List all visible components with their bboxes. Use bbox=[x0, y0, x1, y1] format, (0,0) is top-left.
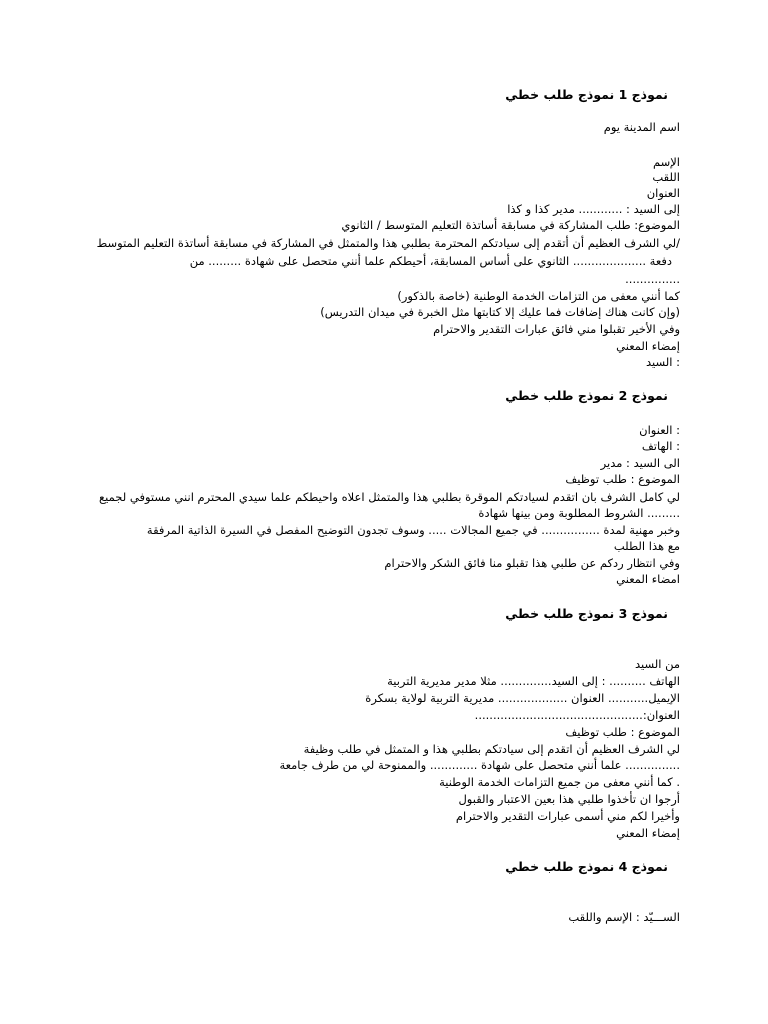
doc-line: الهاتف .......... : إلى السيد.............. مثلا مدير مديرية التربية bbox=[387, 674, 680, 688]
doc-line: اسم المدينة يوم bbox=[603, 120, 680, 134]
section-3-title: نموذج 3 نموذج طلب خطي bbox=[505, 606, 668, 621]
doc-line: دفعة .................... الثانوي على أساس المسابقة، أحيطكم علما أنني متحصل على شهادة ......... من bbox=[189, 254, 672, 268]
doc-line: إمضاء المعني bbox=[616, 826, 680, 840]
doc-line: ......... الشروط المطلوبة ومن بينها شهادة bbox=[478, 506, 680, 520]
section-2-title: نموذج 2 نموذج طلب خطي bbox=[505, 388, 668, 403]
doc-line: من السيد bbox=[634, 657, 680, 671]
doc-line: الموضوع : طلب توظيف bbox=[565, 472, 680, 486]
doc-line: العنوان:.............................................. bbox=[474, 708, 680, 722]
section-1-title: نموذج 1 نموذج طلب خطي bbox=[505, 87, 668, 102]
doc-line: اللقب bbox=[652, 170, 680, 184]
doc-line: لي الشرف العظيم أن اتقدم إلى سيادتكم بطلبي هذا و المتمثل في طلب وظيفة bbox=[303, 742, 680, 756]
doc-line: /لي الشرف العظيم أن أتقدم إلى سيادتكم المحترمة بطلبي هذا والمتمثل في المشاركة في مسابقة أساتذة التعليم المتوسط bbox=[96, 236, 680, 250]
doc-line: : العنوان bbox=[639, 423, 680, 437]
doc-line: أرجوا ان تأخذوا طلبي هذا بعين الاعتبار والقبول bbox=[458, 792, 680, 806]
doc-line: (وإن كانت هناك إضافات فما عليك إلا كتابتها مثل الخبرة في ميدان التدريس) bbox=[320, 305, 680, 319]
doc-line: إلى السيد : ............ مدير كذا و كذا bbox=[507, 202, 680, 216]
doc-line: العنوان bbox=[646, 186, 680, 200]
doc-line: الموضوع: طلب المشاركة في مسابقة أساتذة التعليم المتوسط / الثانوي bbox=[341, 218, 680, 232]
doc-line: الى السيد : مدير bbox=[600, 456, 680, 470]
doc-line: الســـيّد : الإسم واللقب bbox=[568, 910, 680, 924]
section-4-title: نموذج 4 نموذج طلب خطي bbox=[505, 859, 668, 874]
doc-line: وفي الأخير تقبلوا مني فائق عبارات التقدير والاحترام bbox=[433, 322, 680, 336]
doc-line: الإسم bbox=[652, 155, 680, 169]
doc-line: : الهاتف bbox=[641, 439, 680, 453]
doc-line: : السيد bbox=[646, 355, 680, 369]
doc-line: الإيميل........... العنوان ................... مديرية التربية لولاية بسكرة bbox=[365, 691, 680, 705]
doc-line: إمضاء المعني bbox=[616, 339, 680, 353]
doc-line: ............... علما أنني متحصل على شهادة ............. والممنوحة لي من طرف جامعة bbox=[279, 758, 680, 772]
doc-line: . كما أنني معفى من جميع التزامات الخدمة الوطنية bbox=[439, 775, 680, 789]
doc-line: وأخيرا لكم مني أسمى عبارات التقدير والاحترام bbox=[455, 809, 680, 823]
doc-line: كما أنني معفى من التزامات الخدمة الوطنية (خاصة بالذكور) bbox=[397, 289, 680, 303]
doc-line: وفي انتظار ردكم عن طلبي هذا تقبلو منا فائق الشكر والاحترام bbox=[384, 556, 680, 570]
doc-line: الموضوع : طلب توظيف bbox=[565, 725, 680, 739]
doc-line: مع هذا الطلب bbox=[613, 539, 680, 553]
doc-line: ............... bbox=[625, 272, 680, 286]
doc-line: وخبر مهنية لمدة ................ في جميع المجالات ..... وسوف تجدون التوضيح المفصل في السيرة الذاتية المرفقة bbox=[146, 523, 680, 537]
doc-line: امضاء المعني bbox=[616, 572, 680, 586]
doc-line: لي كامل الشرف بان اتقدم لسيادتكم الموقرة بطلبي هذا والمتمثل اعلاه واحيطكم علما سيدي المحترم انني مستوفي لجميع bbox=[99, 490, 680, 504]
